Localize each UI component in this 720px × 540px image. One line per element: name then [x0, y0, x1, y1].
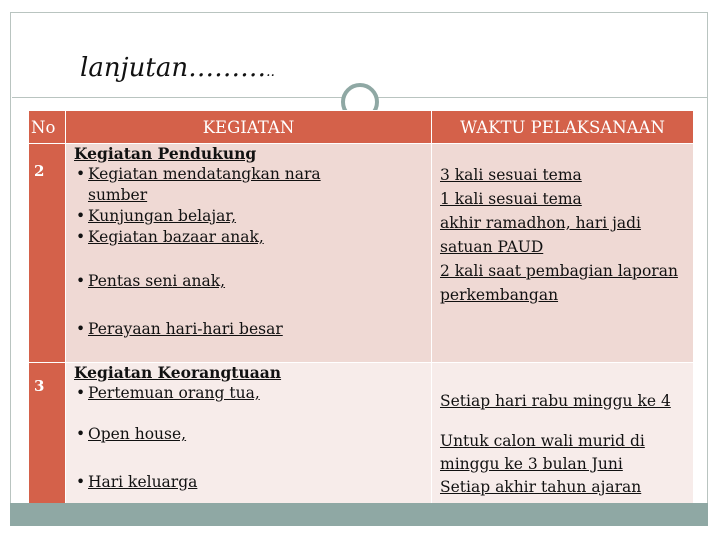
section-heading: Kegiatan Pendukung [74, 144, 257, 163]
list-item: • Kegiatan mendatangkan nara [66, 164, 431, 185]
waktu-line: akhir ramadhon, hari jadi [440, 214, 642, 232]
header-kegiatan: KEGIATAN [66, 111, 432, 144]
waktu-line: perkembangan [440, 286, 559, 304]
table-row [29, 144, 694, 363]
bottom-bar [10, 503, 708, 526]
table-row [29, 363, 694, 506]
row-number: 2 [29, 144, 66, 363]
waktu-line: Untuk calon wali murid di [440, 432, 645, 450]
header-no: No [29, 111, 66, 144]
activity-table [28, 110, 694, 506]
list-item: • Open house, [66, 424, 431, 445]
list-item: • Kunjungan belajar, [66, 206, 431, 227]
waktu-line: 1 kali sesuai tema [440, 190, 582, 208]
waktu-line: satuan PAUD [440, 238, 544, 256]
waktu-line: Setiap hari rabu minggu ke 4 [440, 392, 671, 410]
list-item-continuation: sumber [88, 186, 148, 204]
waktu-line: 2 kali saat pembagian laporan [440, 262, 678, 280]
slide-title: lanjutan……….. [80, 53, 275, 83]
waktu-cell [432, 363, 694, 506]
list-item: • Pentas seni anak, [66, 271, 431, 292]
waktu-cell [432, 144, 694, 363]
list-item: • Perayaan hari-hari besar [66, 319, 431, 340]
row-number: 3 [29, 363, 66, 506]
kegiatan-cell [66, 363, 432, 506]
table-header-row [29, 111, 694, 144]
waktu-line: Setiap akhir tahun ajaran [440, 478, 642, 496]
section-heading: Kegiatan Keorangtuaan [74, 363, 282, 382]
kegiatan-cell [66, 144, 432, 363]
list-item: • Hari keluarga [66, 472, 431, 493]
header-waktu: WAKTU PELAKSANAAN [432, 111, 694, 144]
list-item: • Pertemuan orang tua, [66, 383, 431, 404]
list-item: • Kegiatan bazaar anak, [66, 227, 431, 248]
waktu-line: minggu ke 3 bulan Juni [440, 455, 623, 473]
waktu-line: 3 kali sesuai tema [440, 166, 582, 184]
